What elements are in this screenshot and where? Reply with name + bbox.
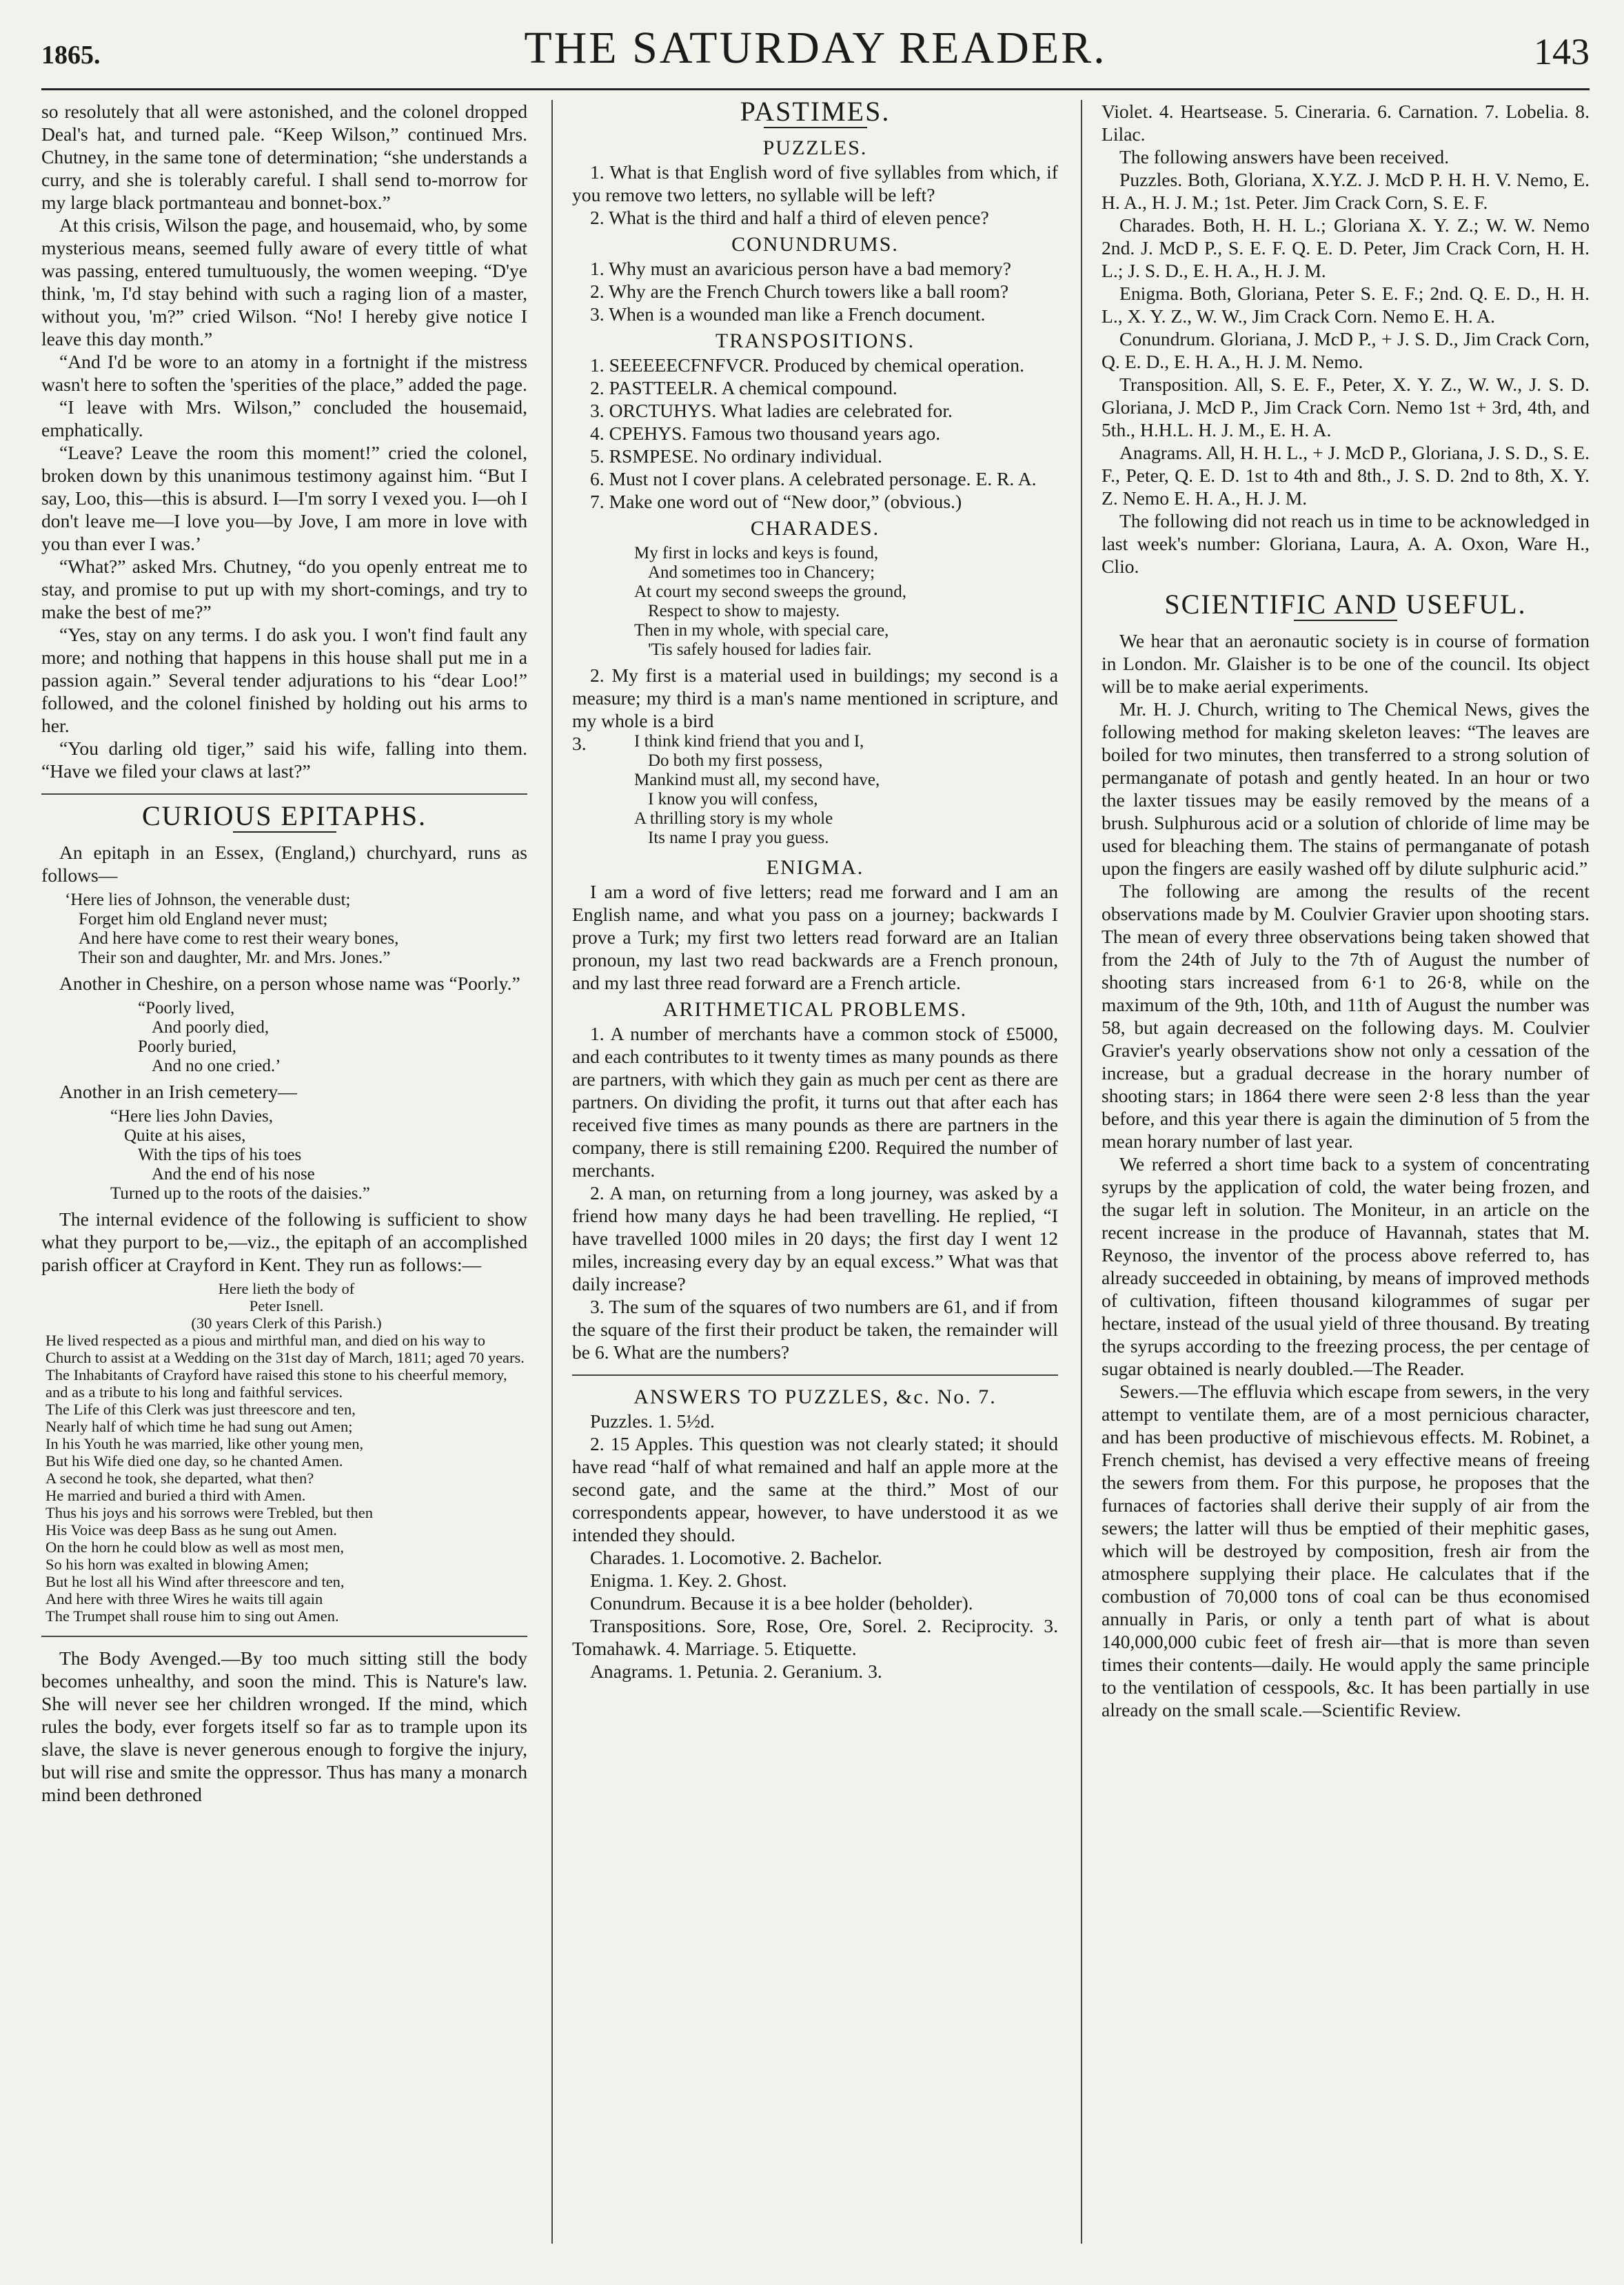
answer-item: Conundrum. Because it is a bee holder (beholder). <box>590 1592 973 1614</box>
verse-line: Forget him old England never must; <box>79 910 328 928</box>
story-paragraph: “What?” asked Mrs. Chutney, “do you openly entreat me to stay, and promise to put up with my short-comings, and try to make the best of me?” <box>41 556 527 622</box>
epitaph-line: In his Youth he was married, like other young men, <box>45 1435 364 1452</box>
clerk-epitaph <box>45 1280 527 1625</box>
answer-item: Charades. Both, H. H. L.; Gloriana X. Y. Z.; W. W. Nemo 2nd. J. McD P., S. E. F. Q. E. D. Peter, Jim Crack Corn, H. H. L.; J. S. D., E. H. A., H. J. M. <box>1102 214 1590 281</box>
publication-title: THE SATURDAY READER. <box>524 23 1107 73</box>
scientific-paragraph: The following are among the results of the recent observations made by M. Coulvier Gravier upon shooting stars. The mean of every three observations being taken showed that from the 24th of July to the 7th of August the number of shooting stars increased from 6·1 to 26·8, while on the maximum of the 9th, 10th, and 11th of August the number was 58, but again decreased on the following days. M. Coulvier Gravier's yearly observations show not only a cessation of the increase, but a gradual decrease in the horary number of shooting stars; in 1864 there were seen 2·8 less than the year before, and this year there is again the diminution of 5 from the mean horary number of last year. <box>1102 880 1590 1152</box>
scientific-paragraph: Mr. H. J. Church, writing to The Chemical News, gives the following method for making skeleton leaves: “The leaves are boiled for two minutes, then transferred to a strong solution of permanganate of potash and gently heated. In an hour or two the laxter tissues may be easily removed by the means of a brush. Sulphurous acid or a solution of chloride of lime may be used for bleaching them. The stains of permanganate of potash upon the fingers are easily washed off by dilute sulphuric acid.” <box>1102 698 1590 879</box>
puzzle-item: 2. What is the third and half a third of eleven pence? <box>590 207 989 228</box>
story-paragraph: “Leave? Leave the room this moment!” cried the colonel, broken down by this unanimous testimony against him. “But I say, Loo, this—this is absurd. I—I'm sorry I vexed you. I—oh I don't leave me—I love you—by Jove, I am more in love with you than ever I was.’ <box>41 442 527 554</box>
charade-number: 3. <box>572 733 587 754</box>
section-divider <box>41 793 527 795</box>
page-number: 143 <box>1534 31 1590 72</box>
epitaph-line: He lived respected as a pious and mirthful man, and died on his way to Church to assist at a Wedding on the 31st day of March, 1811; aged 70 years. <box>45 1332 525 1366</box>
arithmetic-problem: 1. A number of merchants have a common stock of £5000, and each contributes to it twenty times as many pounds as there are partners, with which they gain as much per cent as there are partners. On dividing the profit, it turns out that after each has received five times as many pounds as there are partners in the company, there is still remaining £200. Required the number of merchants. <box>572 1023 1058 1181</box>
epitaph-line: He married and buried a third with Amen. <box>45 1487 306 1504</box>
subheading-charades: CHARADES. <box>750 517 880 540</box>
epitaph-line: Nearly half of which time he had sung out Amen; <box>45 1418 353 1435</box>
epitaph-verse <box>138 999 527 1076</box>
answer-item: Anagrams. 1. Petunia. 2. Geranium. 3. <box>590 1661 882 1682</box>
verse-line: ‘Here lies of Johnson, the venerable dust; <box>65 891 351 909</box>
epitaph-line: The Life of this Clerk was just threescore and ten, <box>45 1401 356 1418</box>
answer-item: Transpositions. Sore, Rose, Ore, Sorel. 2. Reciprocity. 3. Tomahawk. 4. Marriage. 5. Etiquette. <box>572 1615 1058 1659</box>
verse-line: And sometimes too in Chancery; <box>648 563 875 582</box>
verse-line: At court my second sweeps the ground, <box>634 582 907 601</box>
conundrum-item: 1. Why must an avaricious person have a bad memory? <box>590 258 1011 279</box>
section-heading-scientific: SCIENTIFIC AND USEFUL. <box>1164 589 1527 620</box>
transposition-item: 4. CPEHYS. Famous two thousand years ago. <box>590 423 941 444</box>
verse-line: “Poorly lived, <box>138 999 235 1017</box>
heading-rule <box>764 127 867 128</box>
story-paragraph: “Yes, stay on any terms. I do ask you. I won't find fault any more; and nothing that happens in this house shall put me in a passion again.” Several tender adjurations to his “dear Loo!” followed, and the colonel finished by holding out his arms to her. <box>41 624 527 736</box>
verse-line: A thrilling story is my whole <box>634 809 833 828</box>
charade-verse <box>634 544 1058 660</box>
transposition-item: 7. Make one word out of “New door,” (obvious.) <box>590 491 962 512</box>
scientific-paragraph: Sewers.—The effluvia which escape from sewers, in the very attempt to ventilate them, are of a most pernicious character, and has been productive of mischievous effects. M. Robinet, a French chemist, has devised a very effective means of freeing the sewers from them. For this purpose, he proposes that the furnaces of factories shall derive their supply of air from the sewers; the latter will thus be emptied of their mephitic gases, which will be destroyed by composition, fresh air from the atmosphere supplying their place. He calculates that if the combustion of 70,000 tons of coal can be thus economised annually in Paris, or only a tenth part of what is about 140,000,000 cubic feet of fresh air—that is more than seven times their contents—daily. He would apply the same principle to the ventilation of cesspools, &c. It has been partially in use already on the small scale.—Scientific Review. <box>1102 1381 1590 1720</box>
epitaph-line: Thus his joys and his sorrows were Trebled, but then <box>45 1504 373 1521</box>
answer-item: 2. 15 Apples. This question was not clearly stated; it should have read “half of what remained and half an apple more at the second gate, and the same at the third.” Most of our correspondents appear, however, to have understood it as we intended they should. <box>572 1433 1058 1545</box>
charade-verse <box>634 732 880 848</box>
epitaph-line: A second he took, she departed, what then? <box>45 1470 314 1487</box>
epitaph-line: But his Wife died one day, so he chanted Amen. <box>45 1452 343 1470</box>
epitaph-intro: The internal evidence of the following is sufficient to show what they purport to be,—viz., the epitaph of an accomplished parish officer at Crayford in Kent. They run as follows:— <box>41 1208 527 1275</box>
arithmetic-problem: 2. A man, on returning from a long journey, was asked by a friend how many days he had been travelling. He replied, “I have travelled 1000 miles in 20 days; the first day I went 12 miles, increasing every day by an equal excess.” What was that daily increase? <box>572 1182 1058 1294</box>
verse-line: Respect to show to majesty. <box>648 602 840 620</box>
verse-line: Then in my whole, with special care, <box>634 621 889 640</box>
epitaph-intro: Another in Cheshire, on a person whose name was “Poorly.” <box>59 973 520 994</box>
conundrum-item: 3. When is a wounded man like a French document. <box>590 303 986 325</box>
subheading-enigma: ENIGMA. <box>766 856 864 879</box>
column-rule <box>551 100 553 2244</box>
header-year: 1865. <box>41 41 101 70</box>
verse-line: My first in locks and keys is found, <box>634 544 879 562</box>
scientific-paragraph: We referred a short time back to a system of concentrating syrups by the application of cold, the water being frozen, and the sugar left in solution. The Moniteur, in an article on the recent increase in the produce of Havannah, states that M. Reynoso, the inventor of the process above referred to, has already succeeded in obtaining, by means of improved methods of cultivation, fifteen thousand kilogrammes of sugar per hectare, instead of the usual yield of three thousand. By treating the syrups according to the freezing process, the per centage of sugar obtained is nearly doubled.—The Reader. <box>1102 1153 1590 1379</box>
story-paragraph: “I leave with Mrs. Wilson,” concluded the housemaid, emphatically. <box>41 396 527 440</box>
subheading-puzzles: PUZZLES. <box>762 136 868 159</box>
verse-line: Their son and daughter, Mr. and Mrs. Jones.” <box>79 948 391 967</box>
story-paragraph: “And I'd be wore to an atomy in a fortnight if the mistress wasn't here to soften the 'sperities of the place,” added the page. <box>41 351 527 395</box>
scientific-paragraph: We hear that an aeronautic society is in course of formation in London. Mr. Glaisher is to be one of the council. Its object will be to make aerial experiments. <box>1102 630 1590 697</box>
answer-item: Puzzles. 1. 5½d. <box>590 1410 715 1432</box>
subheading-arithmetical: ARITHMETICAL PROBLEMS. <box>662 998 968 1021</box>
charade-item: 2. My first is a material used in buildings; my second is a measure; my third is a man's name mentioned in scripture, and my whole is a bird <box>572 664 1058 731</box>
verse-line: I know you will confess, <box>648 790 818 809</box>
answer-item: Charades. 1. Locomotive. 2. Bachelor. <box>590 1547 882 1568</box>
body-avenged-paragraph: The Body Avenged.—By too much sitting still the body becomes unhealthy, and soon the mind. This is Nature's law. She will never see her children wronged. If the mind, which rules the body, ever forgets itself so far as to trample upon its slave, the slave is never generous enough to forgive the injury, but will rise and smite the oppressor. Thus has many a monarch mind been dethroned <box>41 1647 527 1805</box>
verse-line: And the end of his nose <box>152 1165 315 1184</box>
answer-item: Puzzles. Both, Gloriana, X.Y.Z. J. McD P. H. H. V. Nemo, E. H. A., H. J. M.; 1st. Peter. Jim Crack Corn, S. E. F. <box>1102 169 1590 213</box>
heading-rule <box>1294 620 1397 621</box>
epitaph-intro: Another in an Irish cemetery— <box>59 1081 297 1102</box>
answer-item: Anagrams. All, H. H. L., + J. McD P., Gloriana, J. S. D., S. E. F., Peter, Q. E. D. 1st to 4th and 8th., J. S. D. 2nd to 8th, X. Y. Z. Nemo E. H. A., H. J. M. <box>1102 442 1590 509</box>
verse-line: Mankind must all, my second have, <box>634 771 880 789</box>
column-3 <box>1102 100 1590 2264</box>
running-head <box>41 12 1590 90</box>
puzzle-item: 1. What is that English word of five syllables from which, if you remove two letters, no syllable will be left? <box>572 161 1058 205</box>
epitaph-verse <box>65 891 527 968</box>
transposition-item: 6. Must not I cover plans. A celebrated personage. E. R. A. <box>590 468 1037 489</box>
answer-item: Transposition. All, S. E. F., Peter, X. Y. Z., W. W., J. S. D. Gloriana, J. McD P., Jim Crack Corn. Nemo 1st + 3rd, 4th, and 5th., H.H.L. H. J. M., E. H. A. <box>1102 374 1590 440</box>
answer-item: Enigma. Both, Gloriana, Peter S. E. F.; 2nd. Q. E. D., H. H. L., X. Y. Z., W. W., Jim Crack Corn. Nemo E. H. A. <box>1102 283 1590 327</box>
verse-line: And no one cried.’ <box>152 1057 281 1075</box>
epitaph-line: But he lost all his Wind after threescore and ten, <box>45 1573 345 1590</box>
story-paragraph: so resolutely that all were astonished, and the colonel dropped Deal's hat, and turned pale. “Keep Wilson,” continued Mrs. Chutney, in the same tone of determination; “she understands a curry, and she is tolerably careful. I shall send to-morrow for my large black portmanteau and bonnet-box.” <box>41 101 527 213</box>
section-divider <box>572 1374 1058 1376</box>
verse-line: “Here lies John Davies, <box>110 1107 274 1126</box>
column-1 <box>41 100 527 2264</box>
verse-line: Do both my first possess, <box>648 751 823 770</box>
subheading-conundrums: CONUNDRUMS. <box>731 233 899 256</box>
charade-verse-row <box>572 732 1058 852</box>
verse-line: I think kind friend that you and I, <box>634 732 864 751</box>
story-paragraph: At this crisis, Wilson the page, and housemaid, who, by some mysterious means, seemed fully aware of every tittle of what was passing, entered tumultuously, the women weeping. “D'ye think, 'm, I'd stay behind with such a raging lion of a master, without you, 'm?” cried Wilson. “No! I hereby give notice I leave this day month.” <box>41 214 527 349</box>
epitaph-line: On the horn he could blow as well as most men, <box>45 1538 345 1556</box>
transposition-item: 5. RSMPESE. No ordinary individual. <box>590 445 882 467</box>
answer-item: The following did not reach us in time to be acknowledged in last week's number: Gloriana, Laura, A. A. Oxon, Ware H., Clio. <box>1102 510 1590 577</box>
epitaph-intro: An epitaph in an Essex, (England,) churchyard, runs as follows— <box>41 842 527 886</box>
verse-line: Its name I pray you guess. <box>648 829 829 847</box>
section-heading-epitaphs: CURIOUS EPITAPHS. <box>141 800 427 831</box>
conundrum-item: 2. Why are the French Church towers like a ball room? <box>590 281 1009 302</box>
verse-line: Poorly buried, <box>138 1037 237 1056</box>
verse-line: 'Tis safely housed for ladies fair. <box>648 640 872 659</box>
column-2 <box>572 100 1058 2264</box>
arithmetic-problem: 3. The sum of the squares of two numbers are 61, and if from the square of the first their product be taken, the remainder will be 6. What are the numbers? <box>572 1296 1058 1363</box>
verse-line: Turned up to the roots of the daisies.” <box>110 1184 370 1203</box>
answer-item: Conundrum. Gloriana, J. McD P., + J. S. D., Jim Crack Corn, Q. E. D., E. H. A., H. J. M. Nemo. <box>1102 328 1590 372</box>
epitaph-line: Here lieth the body of <box>218 1280 355 1297</box>
epitaph-line: And here with three Wires he waits till again <box>45 1590 323 1607</box>
epitaph-line: So his horn was exalted in blowing Amen; <box>45 1556 309 1573</box>
transposition-item: 3. ORCTUHYS. What ladies are celebrated for. <box>590 400 953 421</box>
epitaph-line: (30 years Clerk of this Parish.) <box>191 1314 382 1332</box>
column-rule <box>1081 100 1082 2244</box>
section-divider <box>41 1636 527 1637</box>
epitaph-line: The Trumpet shall rouse him to sing out Amen. <box>45 1607 339 1625</box>
answer-item: Enigma. 1. Key. 2. Ghost. <box>590 1570 787 1591</box>
epitaph-verse <box>110 1107 527 1204</box>
verse-line: Quite at his aises, <box>124 1126 246 1145</box>
epitaph-line: Peter Isnell. <box>249 1297 324 1314</box>
story-paragraph: “You darling old tiger,” said his wife, falling into them. “Have we filed your claws at last?” <box>41 738 527 782</box>
section-heading-pastimes: PASTIMES. <box>740 100 891 127</box>
epitaph-line: The Inhabitants of Crayford have raised this stone to his cheerful memory, and as a tribute to his long and faithful services. <box>45 1366 507 1401</box>
transposition-item: 2. PASTTEELR. A chemical compound. <box>590 377 897 398</box>
heading-rule <box>233 831 336 833</box>
epitaph-line: His Voice was deep Bass as he sung out Amen. <box>45 1521 337 1538</box>
enigma-text: I am a word of five letters; read me forward and I am an English name, and what you pass on a journey; backwards I prove a Turk; my first two letters read forward are an Italian pronoun, my last two read backwards are a French pronoun, and my last three read forward are a French article. <box>572 881 1058 993</box>
verse-line: And here have come to rest their weary bones, <box>79 929 399 948</box>
verse-line: With the tips of his toes <box>138 1146 302 1164</box>
answer-item: The following answers have been received. <box>1119 146 1450 167</box>
answer-item: Violet. 4. Heartsease. 5. Cineraria. 6. Carnation. 7. Lobelia. 8. Lilac. <box>1102 101 1590 145</box>
transposition-item: 1. SEEEEECFNFVCR. Produced by chemical operation. <box>590 354 1024 376</box>
subheading-answers: ANSWERS TO PUZZLES, &c. No. 7. <box>633 1385 997 1408</box>
subheading-transpositions: TRANSPOSITIONS. <box>715 329 915 352</box>
verse-line: And poorly died, <box>152 1018 270 1037</box>
